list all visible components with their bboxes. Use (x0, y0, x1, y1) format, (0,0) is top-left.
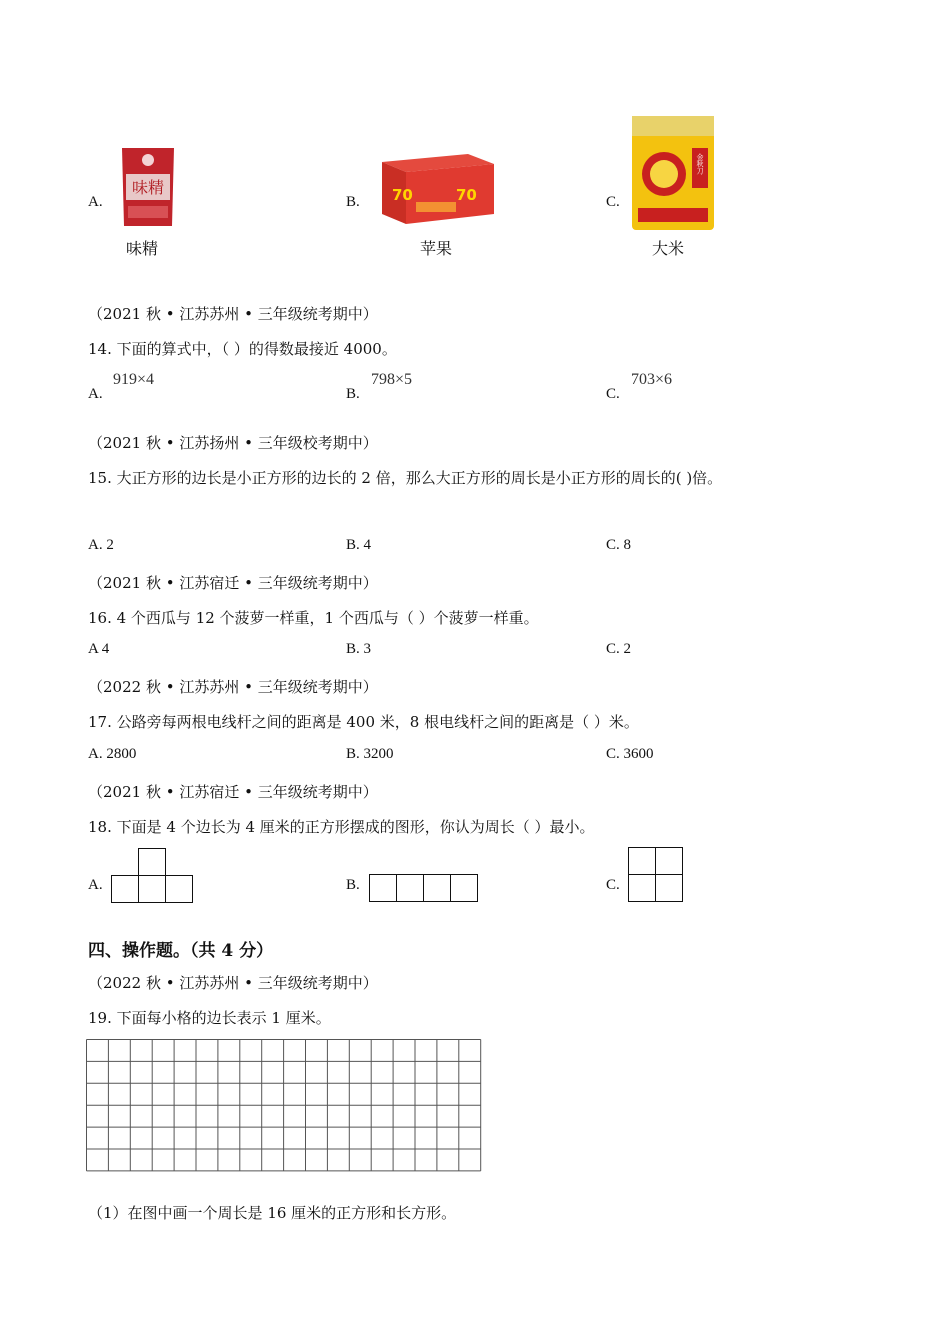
q13-option-a-label[interactable]: A. (88, 194, 103, 210)
rice-bag-badge: 金秋刀 (696, 153, 704, 175)
q16-question: 16. 4 个西瓜与 12 个菠萝一样重，1 个西瓜与（ ）个菠萝一样重。 (88, 609, 539, 627)
rice-bag-image (628, 112, 718, 234)
section-4-title: 四、操作题。（共 4 分） (88, 941, 274, 961)
q14-option-b-label[interactable]: B. (346, 386, 360, 402)
q18-c-square (655, 847, 683, 875)
q14-option-c-expr: 703×6 (631, 371, 673, 388)
q17-source: （2022 秋 • 江苏苏州 • 三年级统考期中） (88, 678, 378, 696)
q18-c-square (655, 874, 683, 902)
q15-option-b[interactable]: B. 4 (346, 537, 372, 553)
q14-source: （2021 秋 • 江苏苏州 • 三年级统考期中） (88, 305, 378, 323)
q13-option-a-caption: 味精 (126, 239, 159, 258)
q18-question: 18. 下面是 4 个边长为 4 厘米的正方形摆成的图形，你认为周长（ ）最小。 (88, 818, 595, 836)
q16-source: （2021 秋 • 江苏宿迁 • 三年级统考期中） (88, 574, 378, 592)
apple-box-text: 70 (392, 186, 413, 204)
q18-a-square (138, 875, 166, 903)
q15-source: （2021 秋 • 江苏扬州 • 三年级校考期中） (88, 434, 378, 452)
q18-b-square (450, 874, 478, 902)
apple-box-text-2: 70 (456, 186, 477, 204)
q16-option-c[interactable]: C. 2 (606, 641, 632, 657)
q19-sub1: （1）在图中画一个周长是 16 厘米的正方形和长方形。 (88, 1204, 457, 1222)
q19-question: 19. 下面每小格的边长表示 1 厘米。 (88, 1009, 331, 1027)
q16-option-b[interactable]: B. 3 (346, 641, 372, 657)
q18-b-square (369, 874, 397, 902)
q18-c-square (628, 874, 656, 902)
q17-option-c[interactable]: C. 3600 (606, 746, 654, 762)
q18-a-square (111, 875, 139, 903)
q17-option-b[interactable]: B. 3200 (346, 746, 394, 762)
q13-option-b-label[interactable]: B. (346, 194, 360, 210)
q14-option-b-expr: 798×5 (371, 371, 413, 388)
q13-option-b-caption: 苹果 (420, 239, 453, 258)
q18-option-b-label[interactable]: B. (346, 877, 360, 893)
q15-question: 15. 大正方形的边长是小正方形的边长的 2 倍，那么大正方形的周长是小正方形的周长的( )倍。 (88, 469, 723, 487)
q18-c-square (628, 847, 656, 875)
q13-option-c-label[interactable]: C. (606, 194, 620, 210)
q14-option-a-expr: 919×4 (113, 371, 155, 388)
q16-option-a[interactable]: A 4 (88, 641, 110, 657)
msg-bag-text: 味精 (131, 178, 165, 197)
q18-option-c-label[interactable]: C. (606, 877, 620, 893)
q14-question: 14. 下面的算式中，（ ）的得数最接近 4000。 (88, 340, 397, 358)
q15-option-a[interactable]: A. 2 (88, 537, 114, 553)
q17-question: 17. 公路旁每两根电线杆之间的距离是 400 米，8 根电线杆之间的距离是（ ）米。 (88, 713, 639, 731)
q14-option-a-label[interactable]: A. (88, 386, 103, 402)
q18-a-square (165, 875, 193, 903)
apple-box-image (376, 150, 498, 230)
q18-option-a-label[interactable]: A. (88, 877, 103, 893)
q18-source: （2021 秋 • 江苏宿迁 • 三年级统考期中） (88, 783, 378, 801)
q15-option-c[interactable]: C. 8 (606, 537, 632, 553)
q18-a-square-top (138, 848, 166, 876)
q19-grid[interactable] (86, 1039, 482, 1175)
q13-option-c-caption: 大米 (652, 239, 685, 258)
msg-bag-image (118, 144, 180, 230)
q14-option-c-label[interactable]: C. (606, 386, 620, 402)
q19-source: （2022 秋 • 江苏苏州 • 三年级统考期中） (88, 974, 378, 992)
q17-option-a[interactable]: A. 2800 (88, 746, 137, 762)
q18-b-square (423, 874, 451, 902)
q18-b-square (396, 874, 424, 902)
